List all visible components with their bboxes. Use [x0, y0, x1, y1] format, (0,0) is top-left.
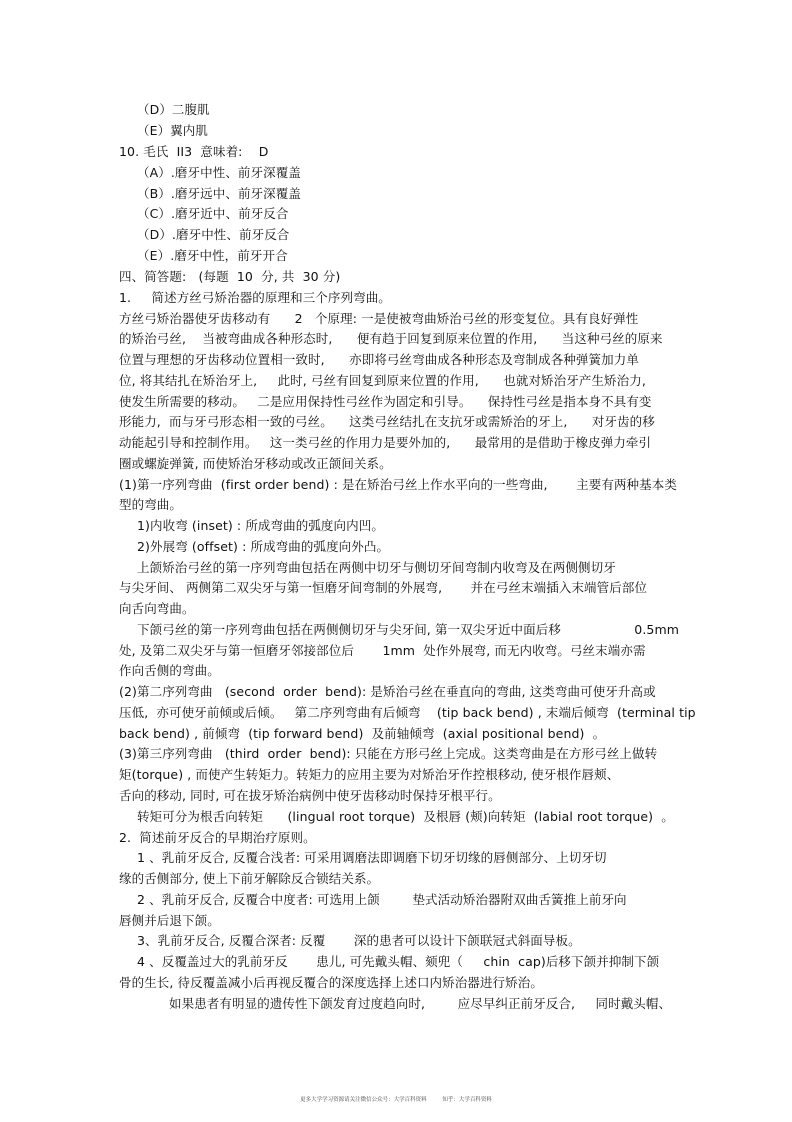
- principle-3: 3、乳前牙反合, 反覆合深者: 反覆 深的患者可以设计下颌联冠式斜面导板。: [137, 933, 581, 948]
- first-order-bend-heading: (1)第一序列弯曲 (first order bend) : 是在矫治弓丝上作水平向的一些弯曲, 主要有两种基本类: [119, 477, 677, 492]
- third-order-bend-heading: (3)第三序列弯曲 (third order bend): 只能在方形弓丝上完成。这类弯曲是在方形弓丝上做转: [119, 746, 658, 761]
- principle-4: 4 、反覆盖过大的乳前牙反 患儿, 可先戴头帽、颏兜（ chin cap)后移下颌并抑制下颌: [137, 954, 660, 969]
- paragraph-line: back bend) , 前倾弯 (tip forward bend) 及前轴倾弯 (axial positional bend) 。: [119, 726, 606, 741]
- page-footer: 更多大学学习资源请关注微信公众号：大学百科资料 知乎：大学百科资料: [300, 1097, 492, 1103]
- paragraph-line: 上颌矫治弓丝的第一序列弯曲包括在两侧中切牙与侧切牙间弯制内收弯及在两侧侧切牙: [137, 560, 616, 575]
- paragraph-line: 舌向的移动, 同时, 可在拔牙矫治病例中使牙齿移动时保持牙根平行。: [119, 788, 501, 803]
- paragraph-line: 方丝弓矫治器使牙齿移动有 2 个原理: 一是使被弯曲矫治弓丝的形变复位。具有良好弹性: [119, 311, 639, 326]
- question-10: 10. 毛氏 II3 意味着: D: [119, 144, 269, 159]
- paragraph-line: 转矩可分为根舌向转矩 (lingual root torque) 及根唇 (颊)向转矩 (labial root torque) 。: [137, 809, 674, 824]
- section-heading-short-answer: 四、简答题: (每题 10 分, 共 30 分): [119, 269, 341, 284]
- paragraph-line: 下颌弓丝的第一序列弯曲包括在两侧侧切牙与尖牙间, 第一双尖牙近中面后移 0.5mm: [137, 622, 680, 637]
- paragraph-line: 矩(torque) , 而使产生转矩力。转矩力的应用主要为对矫治牙作控根移动, 使牙根作唇颊、: [119, 767, 620, 782]
- option-a: （A）.磨牙中性、前牙深覆盖: [137, 165, 301, 180]
- paragraph-line: 唇侧并后退下颌。: [119, 913, 220, 928]
- paragraph-line: 骨的生长, 待反覆盖减小后再视反覆合的深度选择上述口内矫治器进行矫治。: [119, 975, 543, 990]
- paragraph-line: 与尖牙间、 两侧第二双尖牙与第一恒磨牙间弯制的外展弯, 并在弓丝末端插入末端管后部位: [119, 580, 648, 595]
- option-c: （C）.磨牙近中、前牙反合: [137, 206, 289, 221]
- option-d: （D）.磨牙中性、前牙反合: [137, 227, 290, 242]
- paragraph-line: 处, 及第二双尖牙与第一恒磨牙邻接部位后 1mm 处作外展弯, 而无内收弯。弓丝末端亦需: [119, 643, 646, 658]
- paragraph-line: 型的弯曲。: [119, 497, 183, 512]
- offset-bend-item: 2)外展弯 (offset) : 所成弯曲的弧度向外凸。: [137, 539, 390, 554]
- paragraph-line: 圈或螺旋弹簧, 而使矫治牙移动或改正颌间关系。: [119, 456, 392, 471]
- paragraph-line: 位置与理想的牙齿移动位置相一致时, 亦即将弓丝弯曲成各种形态及弯制成各种弹簧加力单: [119, 352, 639, 367]
- paragraph-line: 形能力, 而与牙弓形态相一致的弓丝。 这类弓丝结扎在支抗牙或需矫治的牙上, 对牙齿的移: [119, 414, 655, 429]
- principle-1: 1 、乳前牙反合, 反覆合浅者: 可采用调磨法即调磨下切牙切缘的唇侧部分、上切牙切: [137, 850, 607, 865]
- paragraph-line: 使发生所需要的移动。 二是应用保持性弓丝作为固定和引导。 保持性弓丝是指本身不具有变: [119, 394, 652, 409]
- option-d-digastric: （D）二腹肌: [137, 102, 210, 117]
- paragraph-line: 压低, 亦可使牙前倾或后倾。 第二序列弯曲有后倾弯 (tip back bend) , 末端后倾弯 (terminal tip: [119, 705, 696, 720]
- paragraph-line: 位, 将其结扎在矫治牙上, 此时, 弓丝有回复到原来位置的作用, 也就对矫治牙产生矫治力,: [119, 373, 646, 388]
- paragraph-line: 缘的舌侧部分, 使上下前牙解除反合锁结关系。: [119, 871, 380, 886]
- second-order-bend-heading: (2)第二序列弯曲 (second order bend): 是矫治弓丝在垂直向的弯曲, 这类弯曲可使牙升高或: [119, 684, 656, 699]
- paragraph-line: 的矫治弓丝, 当被弯曲成各种形态时, 便有趋于回复到原来位置的作用, 当这种弓丝的原来: [119, 331, 663, 346]
- option-e-medial-pterygoid: （E）翼内肌: [137, 123, 208, 138]
- question-2-title: 2. 简述前牙反合的早期治疗原则。: [119, 830, 316, 845]
- paragraph-line: 向舌向弯曲。: [119, 601, 195, 616]
- paragraph-line: 动能起引导和控制作用。 这一类弓丝的作用力是要外加的, 最常用的是借助于橡皮弹力牵引: [119, 435, 652, 450]
- question-1-title: 1. 简述方丝弓矫治器的原理和三个序列弯曲。: [119, 290, 391, 305]
- option-b: （B）.磨牙远中、前牙深覆盖: [137, 186, 301, 201]
- inset-bend-item: 1)内收弯 (inset) : 所成弯曲的弧度向内凹。: [137, 518, 384, 533]
- principle-2: 2 、乳前牙反合, 反覆合中度者: 可选用上颌 垫式活动矫治器附双曲舌簧推上前牙向: [137, 892, 627, 907]
- option-e: （E）.磨牙中性，前牙开合: [137, 248, 288, 263]
- paragraph-line: 作向舌侧的弯曲。: [119, 663, 220, 678]
- paragraph-line: 如果患者有明显的遗传性下颌发育过度趋向时, 应尽早纠正前牙反合, 同时戴头帽、: [169, 996, 672, 1011]
